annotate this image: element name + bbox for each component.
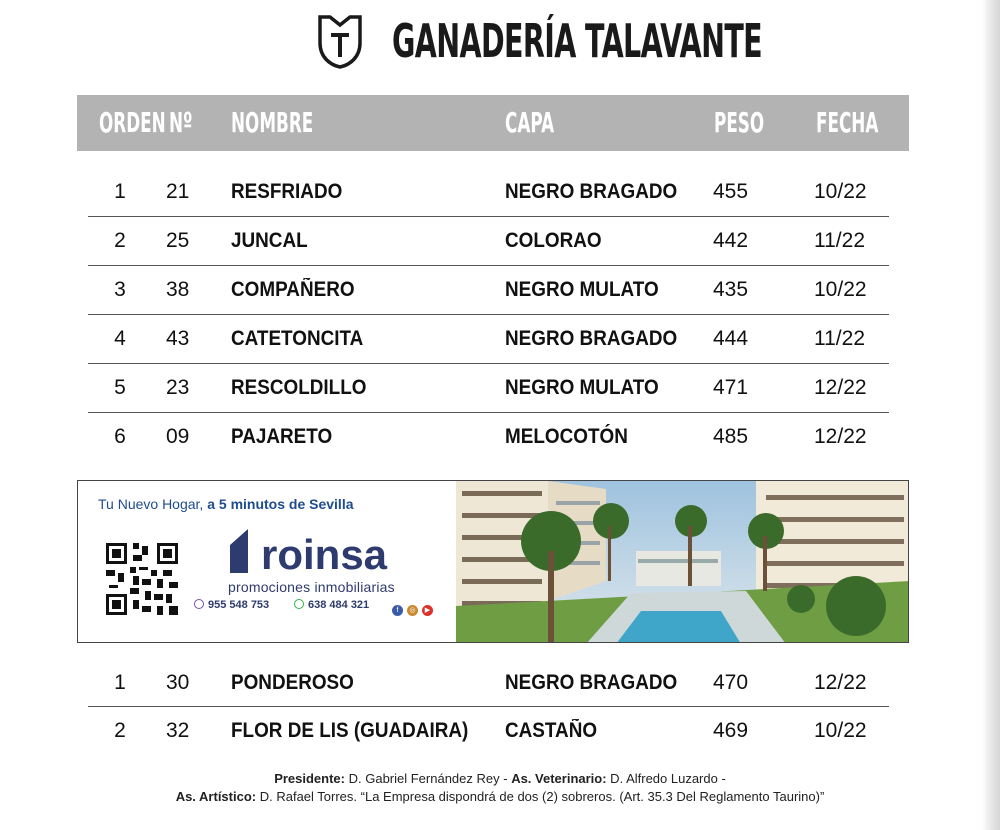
orden-cell: 3 [114, 278, 126, 301]
peso-cell: 485 [713, 425, 749, 448]
proinsa-logo-icon [228, 525, 264, 577]
brand-name: roinsa [261, 531, 388, 578]
brand-subtitle: promociones inmobiliarias [228, 579, 395, 595]
presidente-name: D. Gabriel Fernández Rey - [345, 771, 512, 786]
orden-cell: 2 [114, 719, 126, 742]
fecha-cell: 11/22 [814, 229, 865, 252]
whatsapp-icon [294, 599, 304, 609]
table-row [88, 168, 889, 217]
header-nombre: NOMBRE [231, 106, 314, 139]
name-cell: COMPAÑERO [231, 278, 355, 301]
capa-cell: CASTAÑO [505, 719, 598, 742]
number-cell: 43 [166, 327, 190, 350]
sobreros-table [88, 659, 889, 756]
ganaderia-shield-t-icon [316, 13, 364, 69]
name-cell: RESCOLDILLO [231, 376, 367, 399]
header-peso: PESO [714, 106, 765, 139]
fecha-cell: 10/22 [814, 719, 867, 742]
table-row [88, 315, 889, 364]
ad-tagline-bold: a 5 minutos de Sevilla [207, 496, 354, 512]
name-cell: RESFRIADO [231, 180, 343, 203]
officials-footer [0, 770, 1000, 806]
name-cell: PONDEROSO [231, 671, 354, 694]
orden-cell: 2 [114, 229, 126, 252]
name-cell: PAJARETO [231, 425, 333, 448]
page-edge-shadow [982, 0, 1000, 830]
viber-icon [194, 599, 204, 609]
peso-cell: 455 [713, 180, 749, 203]
number-cell: 25 [166, 229, 190, 252]
fecha-cell: 12/22 [814, 376, 867, 399]
artistico-text: D. Rafael Torres. “La Empresa dispondrá de dos (2) sobreros. (Art. 35.3 Del Reglamento Taurino)” [256, 789, 825, 804]
ad-tagline [98, 496, 354, 512]
peso-cell: 469 [713, 719, 749, 742]
table-header [77, 95, 909, 151]
capa-cell: COLORAO [505, 229, 602, 252]
peso-cell: 435 [713, 278, 749, 301]
peso-cell: 471 [713, 376, 749, 399]
table-row [88, 217, 889, 266]
label-veterinario: As. Veterinario: [511, 771, 607, 786]
number-cell: 23 [166, 376, 190, 399]
table-row [88, 413, 889, 462]
number-cell: 21 [166, 180, 190, 203]
table-row [88, 659, 889, 707]
residential-building-pool-photo [456, 481, 909, 643]
orden-cell: 1 [114, 671, 126, 694]
name-cell: JUNCAL [231, 229, 308, 252]
page-header [0, 8, 1000, 70]
facebook-icon[interactable]: f [392, 605, 403, 616]
ad-tagline-start: Tu Nuevo Hogar, [98, 496, 208, 512]
header-orden: ORDEN [99, 106, 166, 139]
number-cell: 38 [166, 278, 190, 301]
label-presidente: Presidente: [274, 771, 345, 786]
phone-whatsapp[interactable] [294, 599, 369, 611]
orden-cell: 6 [114, 425, 126, 448]
veterinario-name: D. Alfredo Luzardo - [606, 771, 726, 786]
phone-number-1: 955 548 753 [208, 599, 270, 611]
capa-cell: NEGRO BRAGADO [505, 671, 678, 694]
capa-cell: NEGRO MULATO [505, 376, 659, 399]
instagram-icon[interactable]: ◎ [407, 605, 418, 616]
capa-cell: NEGRO MULATO [505, 278, 659, 301]
orden-cell: 4 [114, 327, 126, 350]
capa-cell: NEGRO BRAGADO [505, 180, 678, 203]
name-cell: FLOR DE LIS (GUADAIRA) [231, 719, 469, 742]
orden-cell: 5 [114, 376, 126, 399]
number-cell: 30 [166, 671, 190, 694]
header-numero: Nº [169, 106, 193, 139]
peso-cell: 444 [713, 327, 749, 350]
youtube-icon[interactable]: ▶ [422, 605, 433, 616]
bulls-table [88, 168, 889, 462]
name-cell: CATETONCITA [231, 327, 364, 350]
number-cell: 32 [166, 719, 190, 742]
peso-cell: 442 [713, 229, 749, 252]
fecha-cell: 12/22 [814, 425, 867, 448]
label-artistico: As. Artístico: [175, 789, 257, 804]
page-title: GANADERÍA TALAVANTE [392, 14, 763, 68]
number-cell: 09 [166, 425, 190, 448]
capa-cell: NEGRO BRAGADO [505, 327, 678, 350]
footer-line-1 [0, 770, 1000, 788]
orden-cell: 1 [114, 180, 126, 203]
fecha-cell: 12/22 [814, 671, 867, 694]
fecha-cell: 11/22 [814, 327, 865, 350]
footer-line-2 [0, 788, 1000, 806]
peso-cell: 470 [713, 671, 749, 694]
social-icons [392, 599, 437, 617]
table-row [88, 364, 889, 413]
fecha-cell: 10/22 [814, 180, 867, 203]
phone-number-2: 638 484 321 [308, 599, 370, 611]
proinsa-advertisement[interactable] [77, 480, 909, 643]
phone-viber[interactable] [194, 599, 269, 611]
fecha-cell: 10/22 [814, 278, 867, 301]
qr-code-icon [106, 543, 178, 615]
header-capa: CAPA [505, 106, 555, 139]
header-fecha: FECHA [816, 106, 879, 139]
table-row [88, 707, 889, 756]
table-row [88, 266, 889, 315]
capa-cell: MELOCOTÓN [505, 425, 628, 448]
